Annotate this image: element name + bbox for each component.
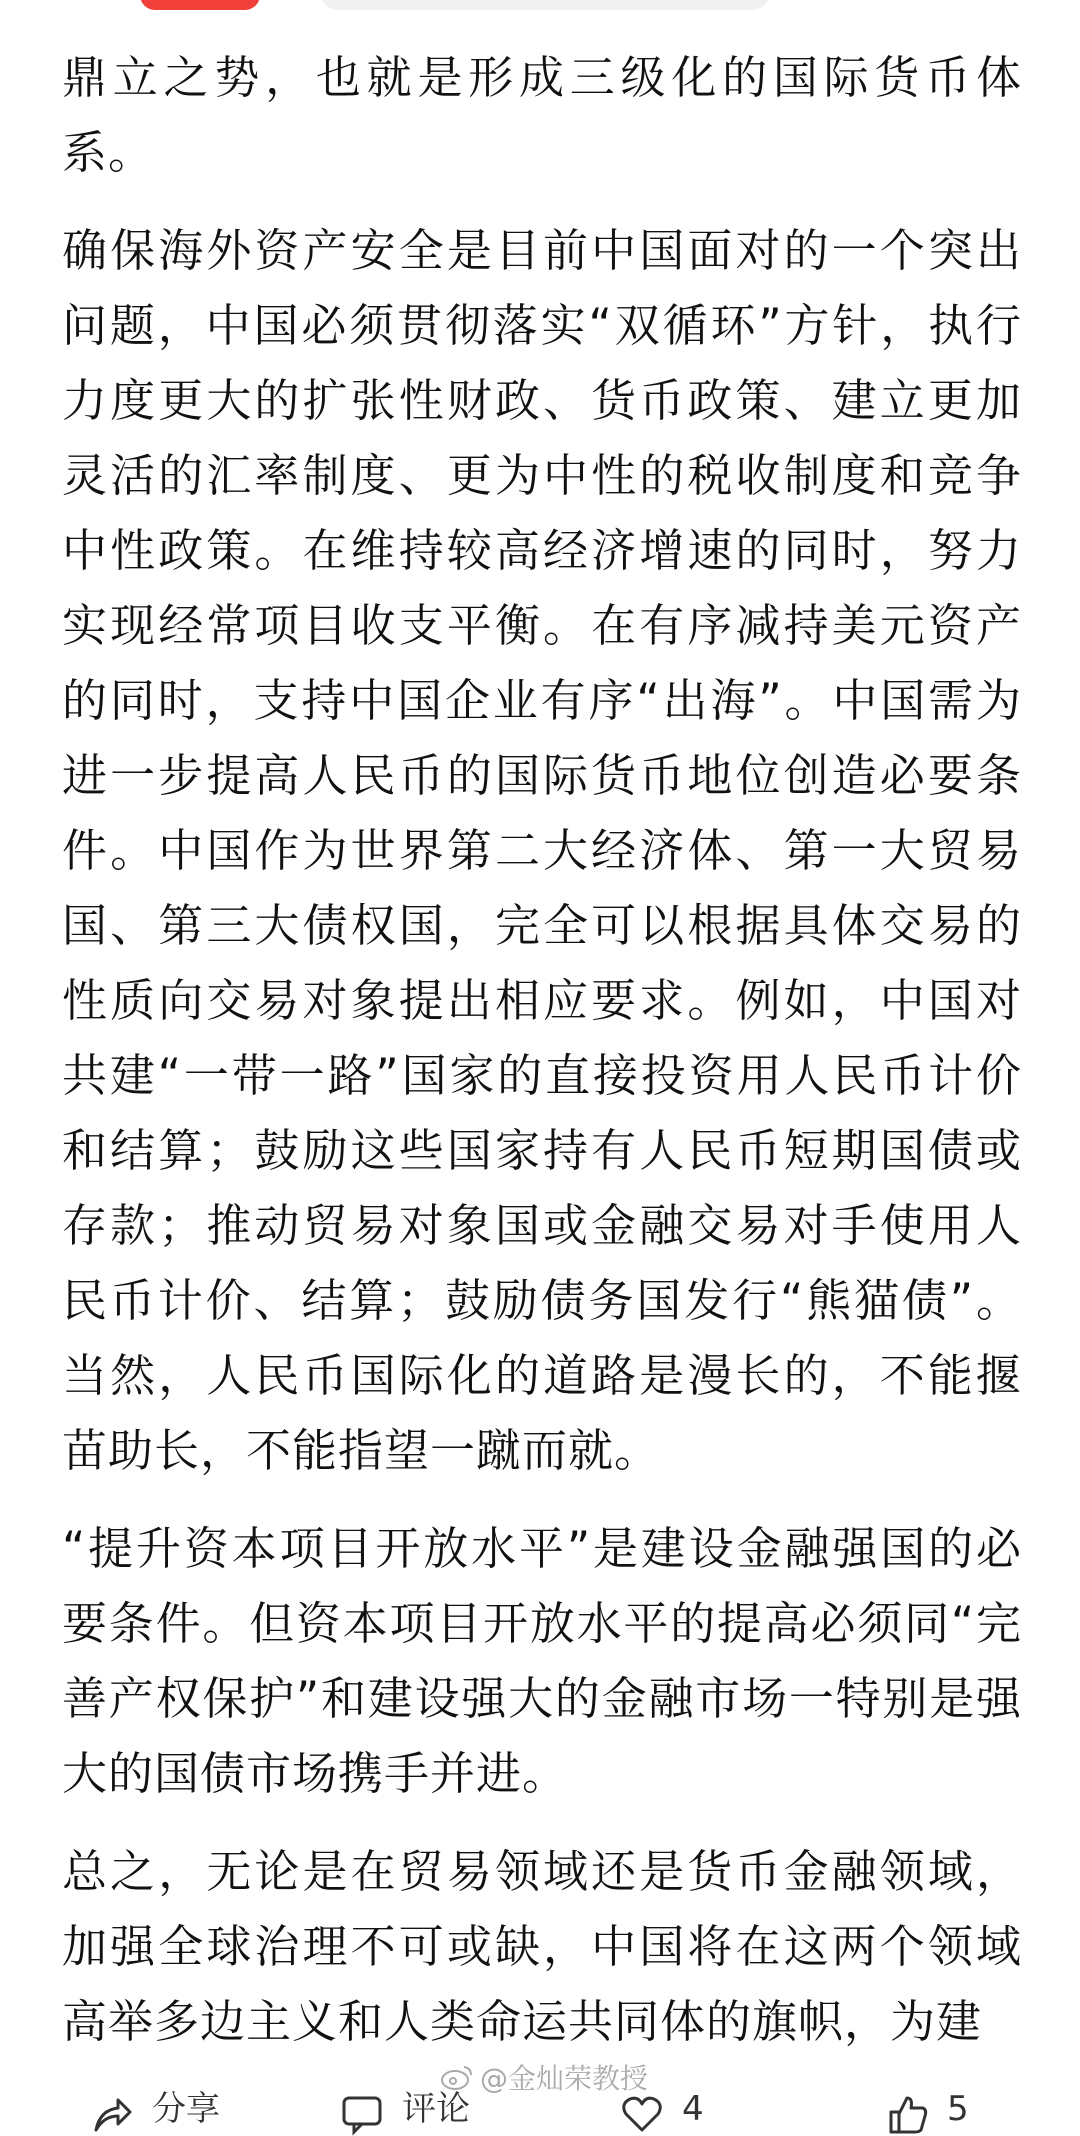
thumb-up-button[interactable] xyxy=(885,2089,969,2129)
article-paragraph: “提升资本项目开放水平”是建设金融强国的必要条件。但资本项目开放水平的提高必须同“完善产权保护”和建设强大的金融市场一特别是强大的国债市场携手并进。 xyxy=(62,1522,1022,1800)
article-paragraph: 确保海外资产安全是目前中国面对的一个突出问题，中国必须贯彻落实“双循环”方针，执行力度更大的扩张性财政、货币政策、建立更加灵活的汇率制度、更为中性的税收制度和竞争中性政策。在维持较高经济增速的同时，努力实现经常项目收支平衡。在有序减持美元资产的同时，支持中国企业有序“出海”。中国需为进一步提高人民币的国际货币地位创造必要条件。中国作为世界第二大经济体、第一大贸易国、第三大债权国，完全可以根据具体交易的性质向交易对象提出相应要求。例如，中国对共建“一带一路”国家的直接投资用人民币计价和结算；鼓励这些国家持有人民币短期国债或存款；推动贸易对象国或金融交易对手使用人民币计价、结算；鼓励债务国发行“熊猫债”。当然，人民币国际化的道路是漫长的，不能揠苗助长，不能指望一蹴而就。 xyxy=(62,224,1022,1477)
top-toolbar-remnant xyxy=(0,0,1080,12)
like-button[interactable] xyxy=(620,2089,704,2129)
comment-label: 评论 xyxy=(402,2089,470,2129)
share-icon xyxy=(90,2092,134,2136)
article-paragraph: 总之，无论是在贸易领域还是货币金融领域，加强全球治理不可或缺，中国将在这两个领域高举多边主义和人类命运共同体的旗帜，为建 xyxy=(62,1845,1022,2048)
thumb-up-icon xyxy=(885,2092,929,2136)
share-button[interactable] xyxy=(90,2089,220,2129)
share-label: 分享 xyxy=(152,2089,220,2129)
watermark-text: @金灿荣教授 xyxy=(480,2062,649,2095)
article-body xyxy=(62,40,1022,2082)
like-count: 4 xyxy=(682,2089,704,2129)
comment-button[interactable] xyxy=(340,2089,470,2129)
article-paragraph: 鼎立之势，也就是形成三级化的国际货币体系。 xyxy=(62,51,1022,179)
follow-button-edge[interactable] xyxy=(140,0,260,10)
search-bar-edge[interactable] xyxy=(320,0,770,10)
thumb-up-count: 5 xyxy=(947,2089,969,2129)
heart-icon xyxy=(620,2092,664,2136)
comment-icon xyxy=(340,2092,384,2136)
weibo-icon xyxy=(440,2063,474,2091)
watermark xyxy=(440,2060,648,2094)
